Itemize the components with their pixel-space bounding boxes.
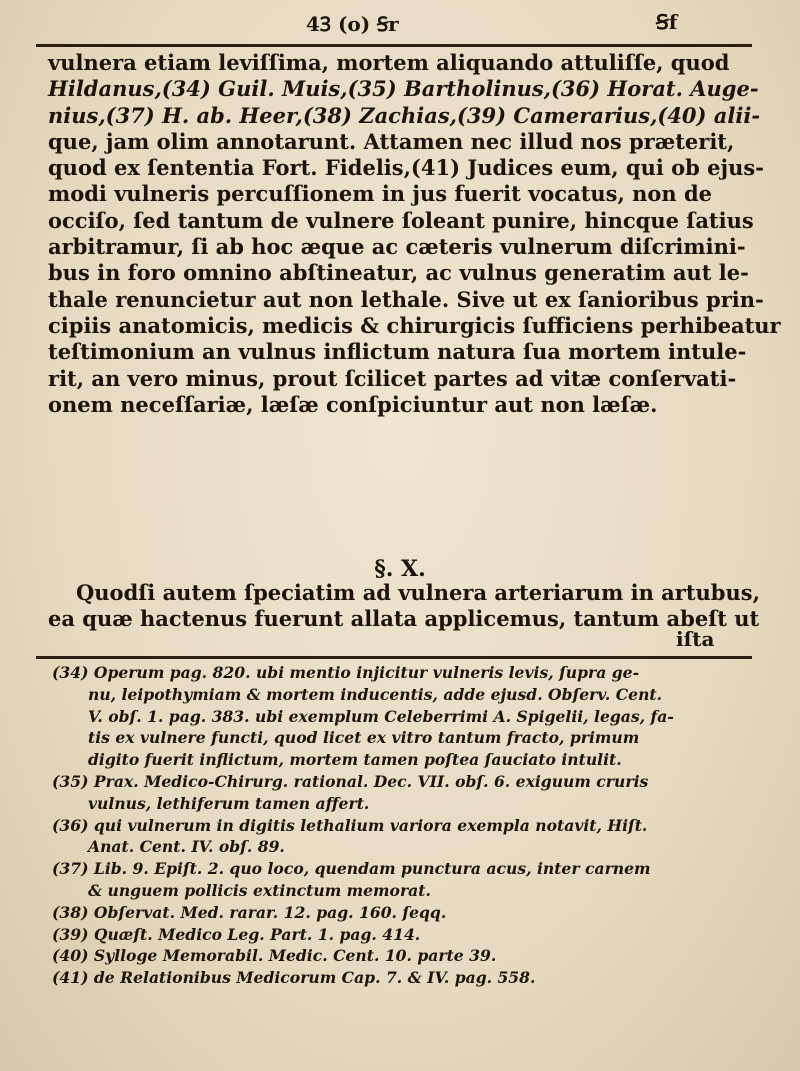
text-line: thale renuncietur aut non lethale. Sive ut ex ſanioribus prin-: [48, 286, 764, 312]
text-line: quod ex ſententia Fort. Fidelis,(41) Judices eum, qui ob ejus-: [48, 155, 764, 181]
footnote-line: (34) Operum pag. 820. ubi mentio injicitur vulneris levis, ſupra ge-: [52, 663, 640, 682]
footnotes: [52, 662, 762, 989]
footnote-line: Anat. Cent. IV. obſ. 89.: [88, 837, 285, 857]
footnote-line: (40) Sylloge Memorabil. Medic. Cent. 10. parte 39.: [52, 946, 497, 966]
footnote-line: (39) Quæſt. Medico Leg. Part. 1. pag. 414.: [52, 924, 421, 944]
footnote-line: nu, leipothymiam & mortem inducentis, adde ejusd. Obſerv. Cent.: [88, 684, 663, 704]
footnote-line: & unguem pollicis extinctum memorat.: [88, 880, 431, 900]
footnote-line: (37) Lib. 9. Epiſt. 2. quo loco, quendam punctura acus, inter carnem: [52, 859, 651, 879]
text-line: nius,(37) H. ab. Heer,(38) Zachias,(39) Camerarius,(40) alii-: [48, 102, 761, 128]
signature-mark: 4Ꝫ (o) Ꞩr: [306, 12, 399, 36]
footnote-line: (35) Prax. Medico-Chirurg. rational. Dec. VII. obſ. 6. exiguum cruris: [52, 771, 649, 791]
footnote-line: (36) qui vulnerum in digitis lethalium variora exempla notavit, Hiſt.: [52, 815, 648, 835]
footnote-line: tis ex vulnere functi, quod licet ex vitro tantum fracto, primum: [88, 728, 640, 748]
catchword: iſta: [676, 627, 715, 651]
footnote-line: vulnus, lethiferum tamen affert.: [88, 793, 370, 813]
text-line: vulnera etiam leviſſima, mortem aliquando attuliſſe, quod: [48, 50, 730, 75]
footnote-line: (41) de Relationibus Medicorum Cap. 7. & IV. pag. 558.: [52, 968, 536, 988]
footnote-rule: [36, 656, 752, 659]
page-header: [0, 2, 800, 40]
text-line: occiſo, ſed tantum de vulnere ſoleant punire, hincque ſatius: [48, 207, 754, 233]
text-line: arbitramur, ſi ab hoc æque ac cæteris vulnerum diſcrimini-: [48, 234, 746, 260]
text-line: Hildanus,(34) Guil. Muis,(35) Bartholinus,(36) Horat. Auge-: [48, 76, 759, 102]
text-line: ea quæ hactenus fuerunt allata applicemus, tantum abeſt ut: [48, 606, 760, 632]
header-rule: [36, 44, 752, 47]
footnote-line: digito fuerit inflictum, mortem tamen poſtea ſauciato intulit.: [88, 750, 622, 770]
section-heading: §. X.: [374, 556, 426, 582]
text-line: rit, an vero minus, prout ſcilicet partes ad vitæ conſervati-: [48, 365, 737, 391]
text-line: que, jam olim annotarunt. Attamen nec illud nos præterit,: [48, 128, 735, 154]
text-line: teſtimonium an vulnus inflictum natura ſua mortem intule-: [48, 339, 747, 365]
text-line: onem neceſſariæ, læſæ conſpiciuntur aut non læſæ.: [48, 391, 658, 417]
section-text: [48, 580, 768, 633]
text-line: bus in foro omnino abſtineatur, ac vulnus generatim aut le-: [48, 260, 749, 286]
main-text: [48, 50, 781, 418]
text-line: modi vulneris percuſſionem in jus fuerit vocatus, non de: [48, 181, 713, 207]
text-line: cipiis anatomicis, medicis & chirurgicis ſufficiens perhibeatur: [48, 312, 781, 338]
footnote-line: (38) Obſervat. Med. rarar. 12. pag. 160. ſeqq.: [52, 902, 447, 922]
catch-signature: Ꞩf: [656, 10, 678, 34]
text-line: Quodſi autem ſpeciatim ad vulnera arteriarum in artubus,: [76, 580, 760, 605]
footnote-line: V. obſ. 1. pag. 383. ubi exemplum Celeberrimi A. Spigelii, legas, fa-: [88, 706, 674, 726]
